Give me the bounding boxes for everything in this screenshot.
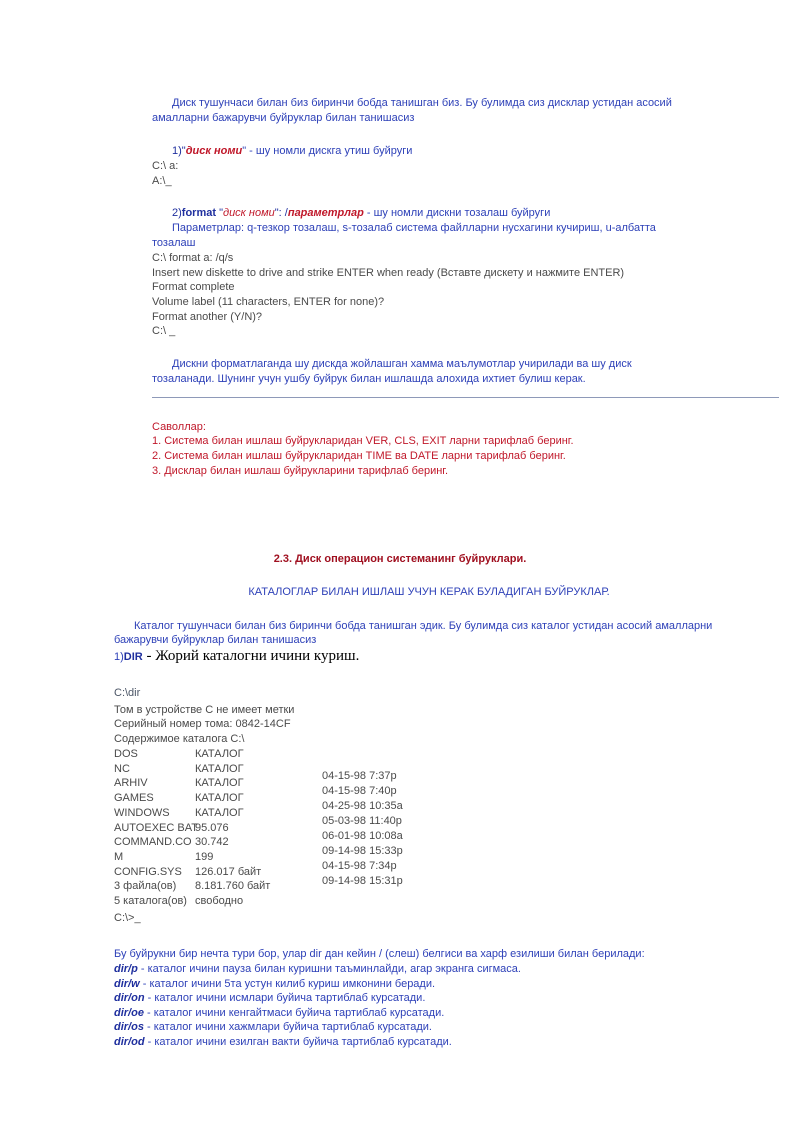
dir-row-info: 126.017 байт [195, 865, 262, 878]
question-item: 1. Система билан ишлаш буйрукларидан VER, CLS, EXIT ларни тарифлаб беринг. [152, 435, 574, 447]
cmd2-terminal-line: Insert new diskette to drive and strike ENTER when ready (Вставте дискету и нажмите ENTER) [152, 267, 625, 279]
cmd1-number: 1)" [172, 145, 186, 157]
dir-row-info: КАТАЛОГ [195, 748, 244, 760]
cmd2-terminal-line: Volume label (11 characters, ENTER for none)? [152, 296, 385, 308]
option-desc: - каталог ичини пауза билан куришни таъминлайди, агар экранга сигмаса. [137, 963, 521, 975]
cmd2-note-line-2: тозаланади. Шунинг учун ушбу буйрук билан ишлашда алохида ихтиет булиш керак. [152, 373, 586, 385]
option-flag: dir/oe [114, 1006, 144, 1019]
option-item [114, 1036, 452, 1048]
dir-date: 04-25-98 10:35a [322, 800, 403, 812]
options-intro: Бу буйрукни бир нечта тури бор, улар dir дан кейин / (слеш) белгиси ва харф езилиши билан берилади: [114, 948, 645, 960]
dir-header-line: Серийный номер тома: 0842-14CF [114, 718, 291, 730]
dir-row-name: 5 каталога(ов) [114, 895, 187, 907]
dir-row-info: КАТАЛОГ [195, 806, 244, 819]
option-item [114, 1007, 444, 1019]
dir-row-info: свободно [195, 895, 244, 907]
option-flag: dir/p [114, 963, 138, 975]
question-item: 2. Система билан ишлаш буйрукларидан TIME ва DATE ларни тарифлаб беринг. [152, 450, 566, 462]
cmd2-number: 2) [172, 207, 182, 219]
cmd2-terminal-line: Format complete [152, 281, 235, 293]
dir-row-name: GAMES [114, 792, 154, 805]
dir-row-info: 199 [195, 850, 214, 863]
cmd1-heading [172, 145, 412, 157]
dir-date: 04-15-98 7:40p [322, 785, 397, 797]
dir-end-prompt: C:\>_ [114, 912, 141, 924]
dir-row-name: DOS [114, 748, 138, 760]
dir-row-name: COMMAND.CO [114, 836, 192, 849]
cmd2-note-line-1: Дискни форматлаганда шу дискда жойлашган хамма маълумотлар учирилади ва шу диск [172, 358, 632, 370]
option-desc: - каталог ичини исмлари буйича тартиблаб курсатади. [144, 992, 426, 1005]
cmd1-example-2: A:\_ [152, 175, 172, 187]
dir-prompt: C:\dir [114, 687, 141, 699]
cmd2-terminal-line: Format another (Y/N)? [152, 311, 263, 323]
dir-row-name: WINDOWS [114, 806, 170, 819]
dir-row-info: КАТАЛОГ [195, 792, 244, 805]
dir-row-name: CONFIG.SYS [114, 865, 182, 878]
dir-row-name: NC [114, 762, 130, 775]
dir-date: 04-15-98 7:37p [322, 770, 397, 782]
cmd2-terminal-line: C:\ _ [152, 325, 176, 337]
option-item [114, 992, 425, 1004]
section-title: 2.3. Диск операцион системанинг буйруклари. [273, 553, 527, 565]
dir-row-name: AUTOEXEC BAT [114, 821, 198, 834]
cmd2-terminal-line: C:\ format a: /q/s [152, 252, 234, 264]
cmd2-params-line-2: тозалаш [152, 237, 196, 249]
dir-date: 06-01-98 10:08a [322, 830, 403, 842]
dir-date: 09-14-98 15:33p [322, 845, 403, 857]
dir-row-info: КАТАЛОГ [195, 762, 244, 775]
dir-row-info: 30.742 [195, 836, 229, 849]
dir-date: 04-15-98 7:34p [322, 860, 397, 872]
cmd2-params: параметрлар [287, 207, 364, 219]
dir-row-name: ARHIV [114, 777, 148, 790]
questions-heading: Саволлар: [152, 421, 206, 433]
option-item [114, 978, 435, 990]
option-desc: - каталог ичини езилган вакти буйича тартиблаб курсатади. [144, 1036, 452, 1048]
section-subtitle: КАТАЛОГЛАР БИЛАН ИШЛАШ УЧУН КЕРАК БУЛАДИГАН БУЙРУКЛАР. [248, 586, 610, 598]
dir-header-line: Том в устройстве C не имеет метки [114, 704, 295, 716]
question-item: 3. Дисклар билан ишлаш буйрукларини тарифлаб беринг. [152, 465, 449, 477]
dir-row-info: 8.181.760 байт [195, 880, 271, 893]
dir-row-name: 3 файла(ов) [114, 880, 177, 893]
option-desc: - каталог ичини хажмлари буйича тартиблаб курсатади. [143, 1021, 432, 1034]
option-desc: - каталог ичини 5та устун килиб куриш имконини беради. [139, 977, 436, 990]
cmd1-example-1: C:\ a: [152, 160, 179, 172]
dir-desc: - Жорий каталогни ичини куриш. [142, 648, 360, 664]
option-flag: dir/on [114, 992, 145, 1005]
dir-row-info: 95.076 [195, 821, 229, 834]
cmd2-name: диск номи [222, 207, 275, 219]
cmd1-desc: " - шу номли дискга утиш буйруги [242, 145, 413, 157]
cmd2-heading [172, 207, 550, 219]
cmd2-keyword: format [181, 207, 217, 219]
cmd1-name: диск номи [185, 145, 243, 157]
option-flag: dir/od [114, 1036, 145, 1048]
dir-number: 1) [114, 651, 124, 663]
intro-line-2: амалларни бажарувчи буйруклар билан танишасиз [152, 112, 415, 124]
option-desc: - каталог ичини кенгайтмаси буйича тартиблаб курсатади. [143, 1006, 445, 1019]
cmd2-quote-open: " [216, 207, 223, 219]
intro-line-1: Диск тушунчаси билан биз биринчи бобда танишган биз. Бу булимда сиз дисклар устидан асосий [172, 97, 672, 109]
dir-keyword: DIR [123, 651, 143, 663]
dir-date: 09-14-98 15:31p [322, 875, 403, 887]
option-flag: dir/os [114, 1021, 144, 1034]
section-intro-line-2: бажарувчи буйруклар билан танишасиз [114, 634, 317, 646]
cmd2-quote-close: ": / [274, 207, 288, 219]
dir-row-info: КАТАЛОГ [195, 777, 244, 790]
option-item [114, 1021, 432, 1033]
dir-heading [114, 648, 359, 665]
dir-row-name: M [114, 850, 124, 863]
section-intro-line-1: Каталог тушунчаси билан биз биринчи бобда танишган эдик. Бу булимда сиз каталог устидан асосий амалларни [134, 620, 713, 632]
cmd2-params-line-1: Параметрлар: q-тезкор тозалаш, s-тозалаб система файлларни нусхагини кучириш, u-албатта [172, 222, 656, 234]
dir-header-line: Содержимое каталога C:\ [114, 733, 245, 745]
cmd2-desc: - шу номли дискни тозалаш буйруги [363, 207, 551, 219]
option-flag: dir/w [114, 977, 140, 990]
section-divider [152, 397, 779, 398]
option-item [114, 963, 521, 975]
dir-date: 05-03-98 11:40p [322, 815, 402, 827]
